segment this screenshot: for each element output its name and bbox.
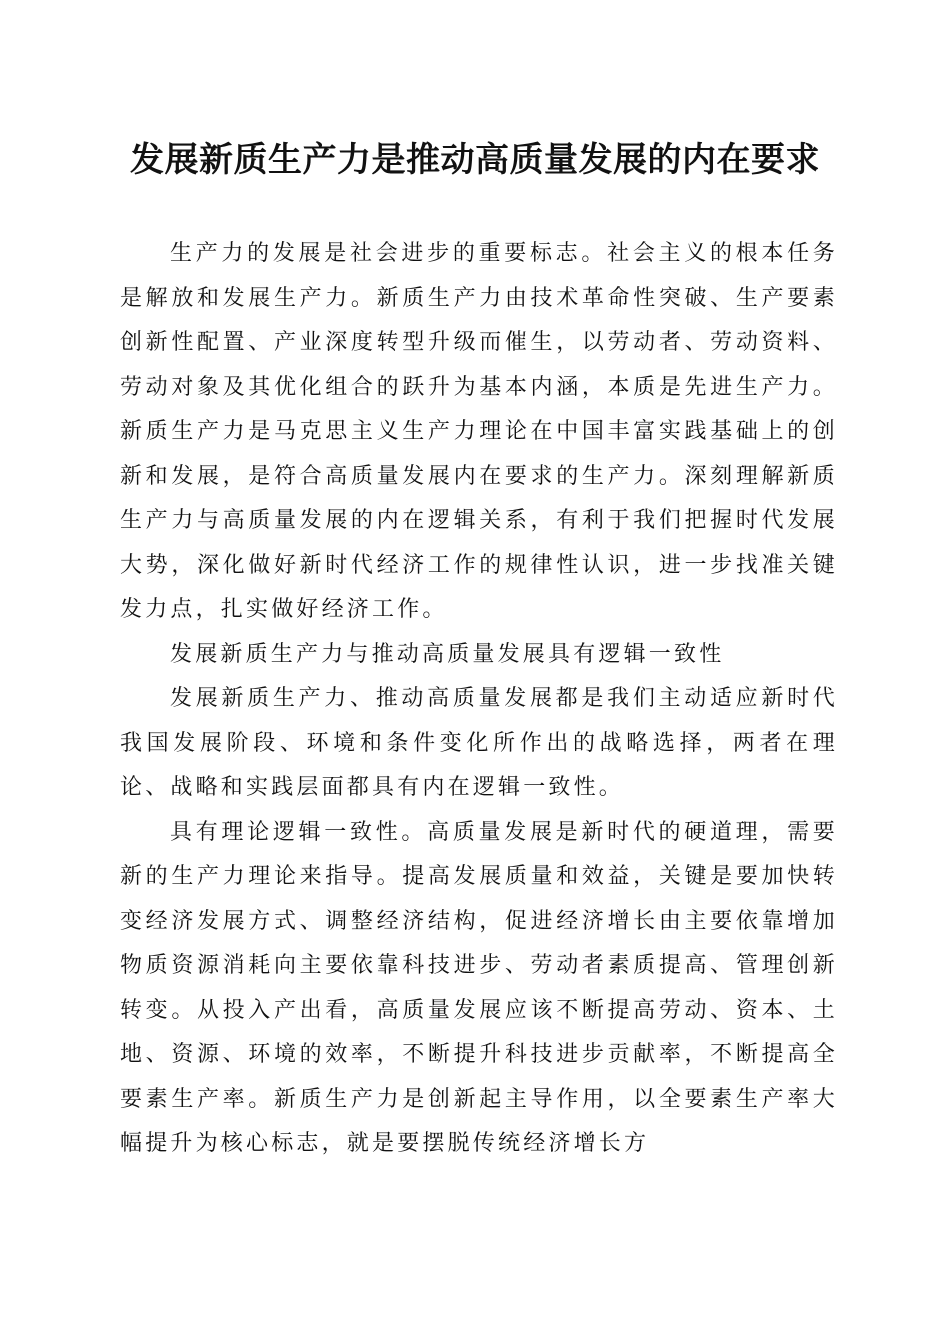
page-title: 发展新质生产力是推动高质量发展的内在要求 <box>130 140 820 180</box>
paragraph-intro: 生产力的发展是社会进步的重要标志。社会主义的根本任务是解放和发展生产力。新质生产力由技术革命性突破、生产要素创新性配置、产业深度转型升级而催生，以劳动者、劳动资料、劳动对象及其优化组合的跃升为基本内涵，本质是先进生产力。新质生产力是马克思主义生产力理论在中国丰富实践基础上的创新和发展，是符合高质量发展内在要求的生产力。深刻理解新质生产力与高质量发展的内在逻辑关系，有利于我们把握时代发展大势，深化做好新时代经济工作的规律性认识，进一步找准关键发力点，扎实做好经济工作。 <box>120 241 838 622</box>
paragraph-section-intro: 发展新质生产力、推动高质量发展都是我们主动适应新时代我国发展阶段、环境和条件变化所作出的战略选择，两者在理论、战略和实践层面都具有内在逻辑一致性。 <box>120 686 838 800</box>
paragraph-theory-logic: 具有理论逻辑一致性。高质量发展是新时代的硬道理，需要新的生产力理论来指导。提高发展质量和效益，关键是要加快转变经济发展方式、调整经济结构，促进经济增长由主要依靠增加物质资源消耗向主要依靠科技进步、劳动者素质提高、管理创新转变。从投入产出看，高质量发展应该不断提高劳动、资本、土地、资源、环境的效率，不断提升科技进步贡献率，不断提高全要素生产率。新质生产力是创新起主导作用，以全要素生产率大幅提升为核心标志，就是要摆脱传统经济增长方 <box>120 819 838 1156</box>
section-heading: 发展新质生产力与推动高质量发展具有逻辑一致性 <box>170 641 725 667</box>
document-body <box>120 232 838 1167</box>
